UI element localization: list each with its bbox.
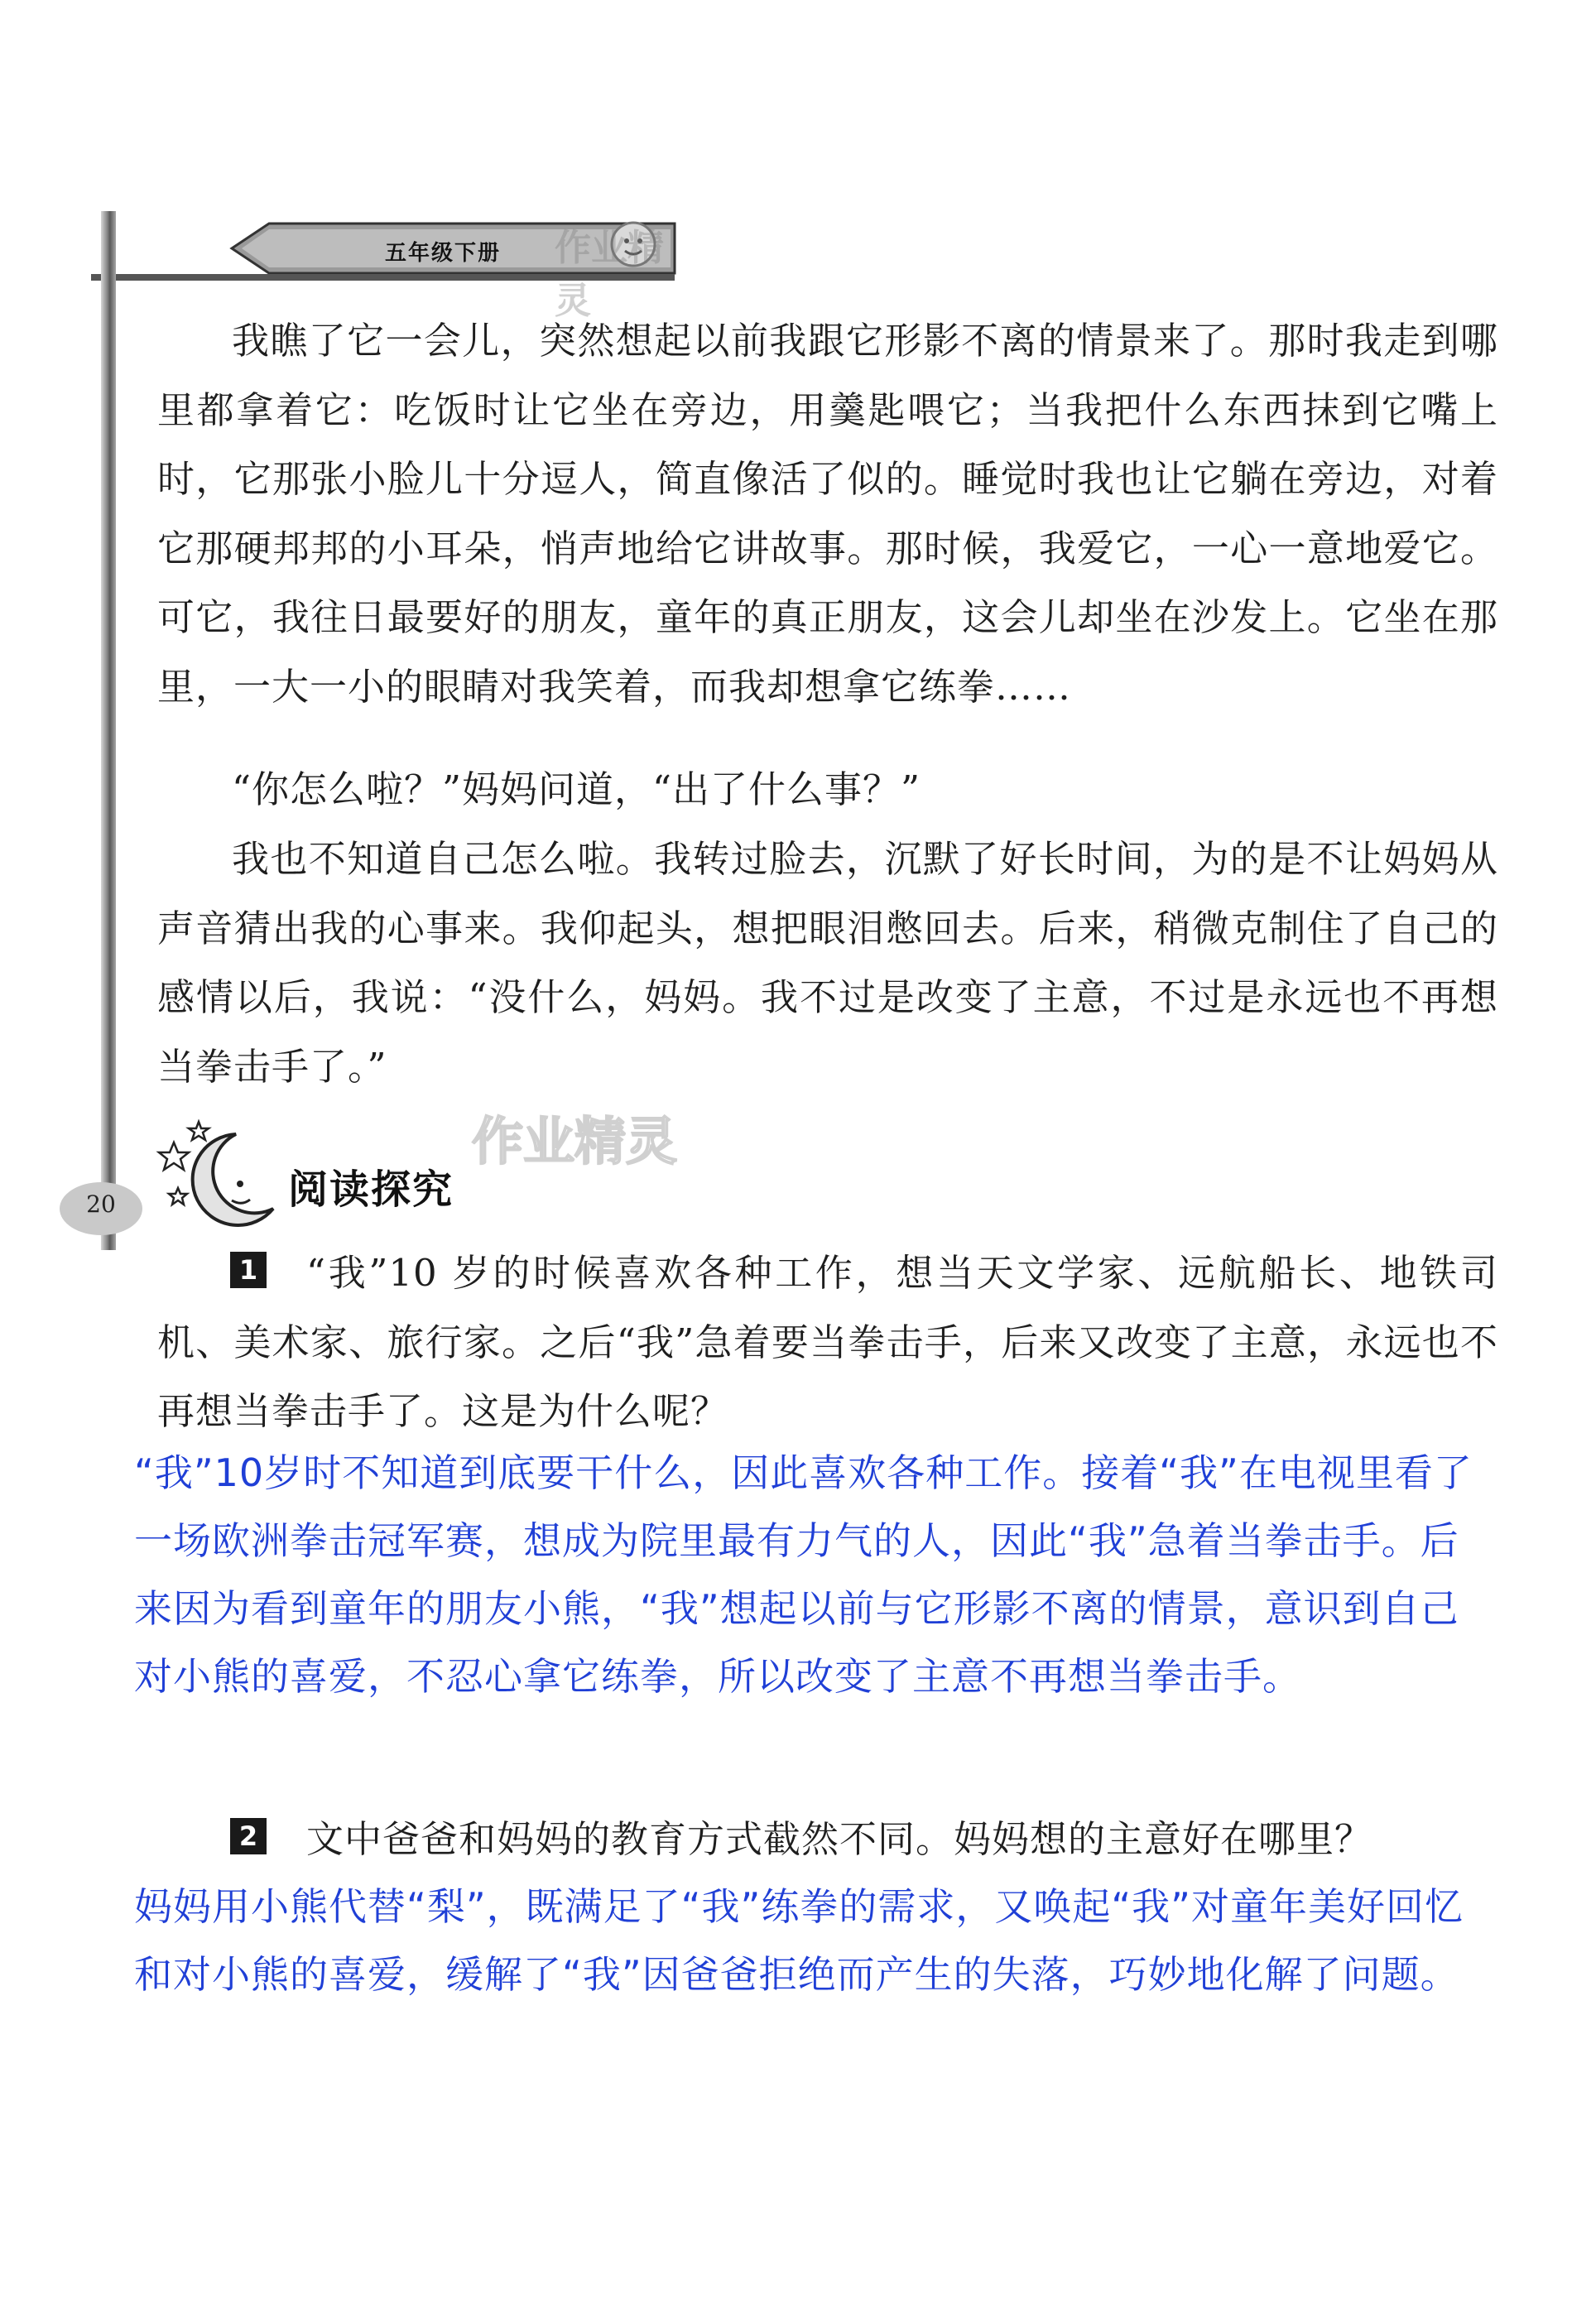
question-number-1: 1 bbox=[230, 1252, 267, 1288]
question-2-text: 文中爸爸和妈妈的教育方式截然不同。妈妈想的主意好在哪里？ bbox=[306, 1817, 1373, 1861]
watermark-text: 作业精灵 bbox=[472, 1111, 678, 1171]
question-1-answer: “我”10岁时不知道到底要干什么，因此喜欢各种工作。接着“我”在电视里看了一场欧洲拳击冠军赛，想成为院里最有力气的人，因此“我”急着当拳击手。后来因为看到童年的朋友小熊，“我”想起以前与它形影不离的情景，意识到自己对小熊的喜爱，不忍心拿它练拳，所以改变了主意不再想当拳击手。 bbox=[134, 1450, 1473, 1699]
left-margin-rule bbox=[101, 211, 116, 1250]
section-title: 阅读探究 bbox=[288, 1166, 454, 1213]
passage-paragraph-2: “你怎么啦？”妈妈问道，“出了什么事？” bbox=[232, 767, 921, 811]
question-1-text: “我”10 岁的时候喜欢各种工作，想当天文学家、远航船长、地铁司机、美术家、旅行家。之后“我”急着要当拳击手，后来又改变了主意，永远也不再想当拳击手了。这是为什么呢？ bbox=[157, 1251, 1498, 1433]
header-watermark: 作业精灵 bbox=[555, 227, 664, 322]
header-grade-label: 五年级下册 bbox=[385, 241, 502, 266]
page-header bbox=[91, 211, 687, 322]
question-number-2: 2 bbox=[230, 1818, 267, 1854]
watermark-icon bbox=[464, 1093, 679, 1184]
passage-paragraph-3: 我也不知道自己怎么啦。我转过脸去，沉默了好长时间，为的是不让妈妈从声音猜出我的心事来。我仰起头，想把眼泪憋回去。后来，稍微克制住了自己的感情以后，我说：“没什么，妈妈。我不过是改变了主意，不过是永远也不再想当拳击手了。” bbox=[157, 837, 1498, 1089]
moon-stars-icon bbox=[149, 1097, 298, 1246]
passage-paragraph-1: 我瞧了它一会儿，突然想起以前我跟它形影不离的情景来了。那时我走到哪里都拿着它：吃饭时让它坐在旁边，用羹匙喂它；当我把什么东西抹到它嘴上时，它那张小脸儿十分逗人，简直像活了似的。睡觉时我也让它躺在旁边，对着它那硬邦邦的小耳朵，悄声地给它讲故事。那时候，我爱它，一心一意地爱它。可它，我往日最要好的朋友，童年的真正朋友，这会儿却坐在沙发上。它坐在那里，一大一小的眼睛对我笑着，而我却想拿它练拳…… bbox=[157, 319, 1498, 709]
page-number: 20 bbox=[86, 1190, 116, 1218]
question-2-answer: 妈妈用小熊代替“梨”，既满足了“我”练拳的需求，又唤起“我”对童年美好回忆和对小熊的喜爱，缓解了“我”因爸爸拒绝而产生的失落，巧妙地化解了问题。 bbox=[134, 1884, 1464, 1997]
